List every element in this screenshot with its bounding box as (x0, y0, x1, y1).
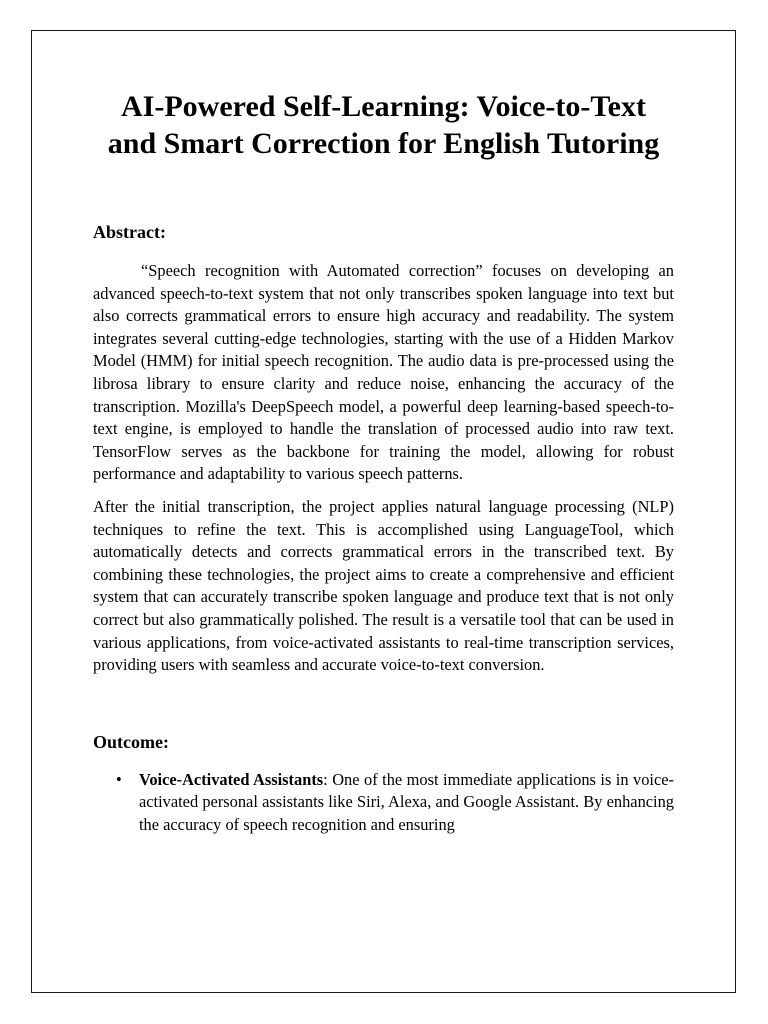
bullet-icon: • (116, 769, 122, 789)
document-body (93, 88, 674, 836)
outcome-text: : One of the most immediate applications is in voice-activated personal assistants like Siri, Alexa, and Google Assistant. By enhancing the accuracy of speech recognition and ensuring (139, 769, 674, 834)
outcome-list (93, 769, 674, 837)
outcome-heading: Outcome: (93, 731, 169, 752)
paper-title: AI-Powered Self-Learning: Voice-to-Text and Smart Correction for English Tutoring (107, 90, 660, 160)
list-item (93, 769, 674, 837)
abstract-paragraph-2: After the initial transcription, the project applies natural language processing (NLP) techniques to refine the text. This is accomplished using LanguageTool, which automatically detects and corrects grammatical errors in the transcribed text. By combining these technologies, the project aims to create a comprehensive and efficient system that can accurately transcribe spoken language and produce text that is not only correct but also grammatically polished. The result is a versatile tool that can be used in various applications, from voice-activated assistants to real-time transcription services, providing users with seamless and accurate voice-to-text conversion. (93, 496, 674, 675)
abstract-heading: Abstract: (93, 222, 166, 242)
outcome-term: Voice-Activated Assistants (139, 769, 324, 789)
abstract-paragraph-1: “Speech recognition with Automated correction” focuses on developing an advanced speech-to-text system that not only transcribes spoken language into text but also corrects grammatical errors to ensure high accuracy and readability. The system integrates several cutting-edge technologies, starting with the use of a Hidden Markov Model (HMM) for initial speech recognition. The audio data is pre-processed using the librosa library to ensure clarity and reduce noise, enhancing the accuracy of the transcription. Mozilla's DeepSpeech model, a powerful deep learning-based speech-to-text engine, is employed to handle the translation of processed audio into raw text. TensorFlow serves as the backbone for training the model, allowing for robust performance and adaptability to various speech patterns. (93, 261, 674, 484)
